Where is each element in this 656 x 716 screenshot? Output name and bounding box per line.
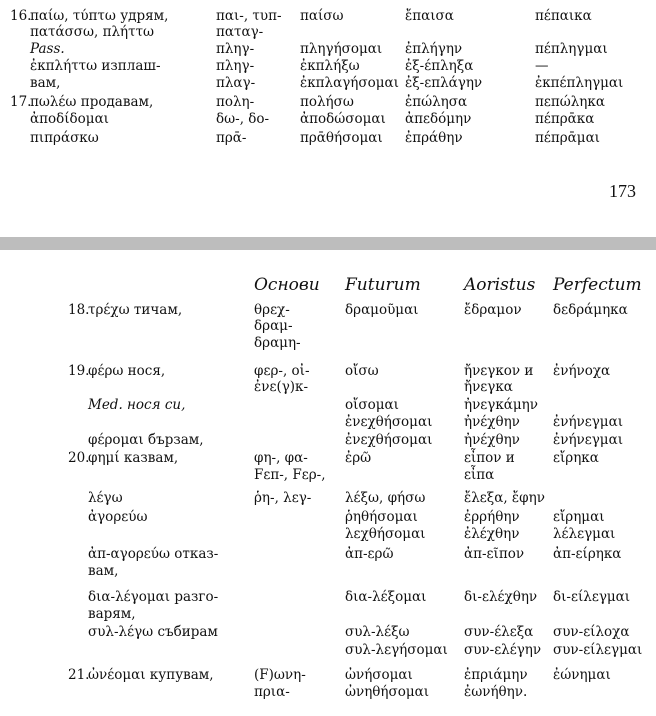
perfectum-cell: πεπώληκα [535, 94, 605, 110]
futurum-cell: παίσω [300, 8, 344, 24]
futurum-cell: οἴσω [345, 363, 379, 379]
perfectum-cell: εἴρηκα [553, 450, 599, 466]
futurum-cell: ὠνηθήσομαι [345, 684, 430, 700]
stem-cell: πληγ- [216, 41, 255, 57]
aoristus-cell: ἤνεγκα [464, 379, 513, 395]
aoristus-cell: ἠνεγκάμην [464, 397, 538, 413]
entry-number-cell: 20. [68, 450, 90, 466]
futurum-cell: δια-λέξομαι [345, 589, 427, 605]
futurum-cell: οἴσομαι [345, 397, 399, 413]
stem-cell: πρᾱ- [216, 130, 247, 146]
verb-gloss-cell: πωλέω продавам, [30, 94, 154, 110]
stem-cell: δραμ- [254, 318, 293, 334]
aoristus-cell: ἐπριάμην [464, 667, 528, 683]
aoristus-cell: ἠνέχθην [464, 432, 520, 448]
verb-gloss-cell: συλ-λέγω събирам [88, 624, 218, 640]
aoristus-cell: ἠνέχθην [464, 414, 520, 430]
stem-cell: δραμη- [254, 335, 301, 351]
header-aoristus: Aoristus [464, 275, 536, 295]
verb-gloss-cell: ἐκπλήττω изплаш- [30, 58, 161, 74]
entry-number-cell: 19. [68, 363, 90, 379]
aoristus-cell: ἐπώλησα [405, 94, 468, 110]
perfectum-cell: συν-είλοχα [553, 624, 630, 640]
stem-cell: πολη- [216, 94, 255, 110]
futurum-cell: λεχθήσομαι [345, 526, 426, 542]
perfectum-cell: ἐνήνεγμαι [553, 432, 623, 448]
futurum-cell: ἀποδώσομαι [300, 111, 386, 127]
aoristus-cell: ἐξ-επλάγην [405, 75, 483, 91]
perfectum-cell: — [535, 58, 549, 74]
verb-gloss-cell: φέρω нося, [88, 363, 166, 379]
entry-number-cell: 21. [68, 667, 90, 683]
aoristus-cell: ἐωνήθην. [464, 684, 528, 700]
futurum-cell: ἀπ-ερῶ [345, 546, 394, 562]
stem-cell: θρεχ- [254, 302, 290, 318]
perfectum-cell: ἐνήνεγμαι [553, 414, 623, 430]
verb-gloss-cell: ἀγορεύω [88, 509, 148, 525]
futurum-cell: συλ-λέξω [345, 624, 410, 640]
stem-cell: Fεπ-, Fερ-, [254, 467, 326, 483]
verb-gloss-cell: ἀπ-αγορεύω отказ- [88, 546, 219, 562]
verb-gloss-cell: λέγω [88, 490, 123, 506]
verb-gloss-cell: δια-λέγομαι разго- [88, 589, 219, 605]
entry-number-cell: 18. [68, 302, 90, 318]
verb-gloss-cell: πατάσσω, πλήττω [30, 24, 155, 40]
futurum-cell: ὠνήσομαι [345, 667, 413, 683]
perfectum-cell: ἐκπέπληγμαι [535, 75, 624, 91]
entry-number-cell: 17. [10, 94, 32, 110]
verb-gloss-cell: φέρομαι бързам, [88, 432, 204, 448]
futurum-cell: λέξω, φήσω [345, 490, 426, 506]
aoristus-cell: ἐξ-έπληξα [405, 58, 474, 74]
stem-cell: ῥη-, λεγ- [254, 490, 312, 506]
futurum-cell: ἐρῶ [345, 450, 372, 466]
header-stems: Основи [254, 275, 320, 295]
futurum-cell: πληγήσομαι [300, 41, 383, 57]
aoristus-cell: συν-έλεξα [464, 624, 534, 640]
page-separator [0, 237, 656, 250]
stem-cell: παταγ- [216, 24, 264, 40]
stem-cell: παι-, τυπ- [216, 8, 282, 24]
futurum-cell: ἐκπλήξω [300, 58, 360, 74]
verb-gloss-cell: ἀποδίδομαι [30, 111, 109, 127]
perfectum-cell: ἐνήνοχα [553, 363, 611, 379]
verb-gloss-cell: φημί казвам, [88, 450, 179, 466]
stem-cell: δω-, δο- [216, 111, 270, 127]
perfectum-cell: πέπληγμαι [535, 41, 608, 57]
aoristus-cell: ἐπλήγην [405, 41, 463, 57]
futurum-cell: συλ-λεγήσομαι [345, 642, 448, 658]
verb-gloss-cell: варям, [88, 606, 136, 622]
page-number: 173 [609, 181, 636, 201]
aoristus-cell: εἶπον и [464, 450, 515, 466]
stem-cell: (F)ωνη- [254, 667, 306, 683]
perfectum-cell: δεδράμηκα [553, 302, 628, 318]
verb-gloss-cell: ὠνέομαι купувам, [88, 667, 214, 683]
futurum-cell: ἐνεχθήσομαι [345, 432, 433, 448]
futurum-cell: πολήσω [300, 94, 354, 110]
perfectum-cell: πέπρᾱκα [535, 111, 595, 127]
futurum-cell: πρᾱθήσομαι [300, 130, 383, 146]
entry-number-cell: 16. [10, 8, 32, 24]
futurum-cell: ἐνεχθήσομαι [345, 414, 433, 430]
perfectum-cell: λέλεγμαι [553, 526, 616, 542]
verb-gloss-cell: παίω, τύπτω удрям, [30, 8, 169, 24]
futurum-cell: δραμοῦμαι [345, 302, 419, 318]
header-futurum: Futurum [345, 275, 421, 295]
aoristus-cell: ἔλεξα, ἔφην [464, 490, 545, 506]
stem-cell: πλαγ- [216, 75, 256, 91]
stem-cell: ἐνε(γ)κ- [254, 379, 309, 395]
aoristus-cell: ἐπράθην [405, 130, 463, 146]
aoristus-cell: ἐλέχθην [464, 526, 520, 542]
verb-gloss-cell: τρέχω тичам, [88, 302, 183, 318]
verb-gloss-cell: вам, [88, 563, 119, 579]
perfectum-cell: ἐώνημαι [553, 667, 611, 683]
perfectum-cell: πέπρᾱμαι [535, 130, 600, 146]
aoristus-cell: ἤνεγκον и [464, 363, 534, 379]
perfectum-cell: δι-είλεγμαι [553, 589, 631, 605]
aoristus-cell: εἶπα [464, 467, 495, 483]
verb-gloss-cell: Pass. [30, 41, 65, 57]
verb-gloss-cell: πιπράσκω [30, 130, 99, 146]
stem-cell: πρια- [254, 684, 290, 700]
aoristus-cell: ἔδραμον [464, 302, 522, 318]
verb-gloss-cell: вам, [30, 75, 61, 91]
header-perfectum: Perfectum [553, 275, 642, 295]
aoristus-cell: ἐρρήθην [464, 509, 520, 525]
aoristus-cell: ἀπεδόμην [405, 111, 472, 127]
aoristus-cell: δι-ελέχθην [464, 589, 538, 605]
stem-cell: πληγ- [216, 58, 255, 74]
perfectum-cell: εἴρημαι [553, 509, 605, 525]
perfectum-cell: ἀπ-είρηκα [553, 546, 622, 562]
perfectum-cell: πέπαικα [535, 8, 592, 24]
stem-cell: φη-, φα- [254, 450, 308, 466]
futurum-cell: ἐκπλαγήσομαι [300, 75, 399, 91]
aoristus-cell: συν-ελέγην [464, 642, 542, 658]
aoristus-cell: ἀπ-εῖπον [464, 546, 525, 562]
verb-gloss-cell: Med. нося си, [88, 397, 186, 413]
aoristus-cell: ἔπαισα [405, 8, 454, 24]
perfectum-cell: συν-είλεγμαι [553, 642, 643, 658]
stem-cell: φερ-, οἰ- [254, 363, 310, 379]
futurum-cell: ῥηθήσομαι [345, 509, 418, 525]
